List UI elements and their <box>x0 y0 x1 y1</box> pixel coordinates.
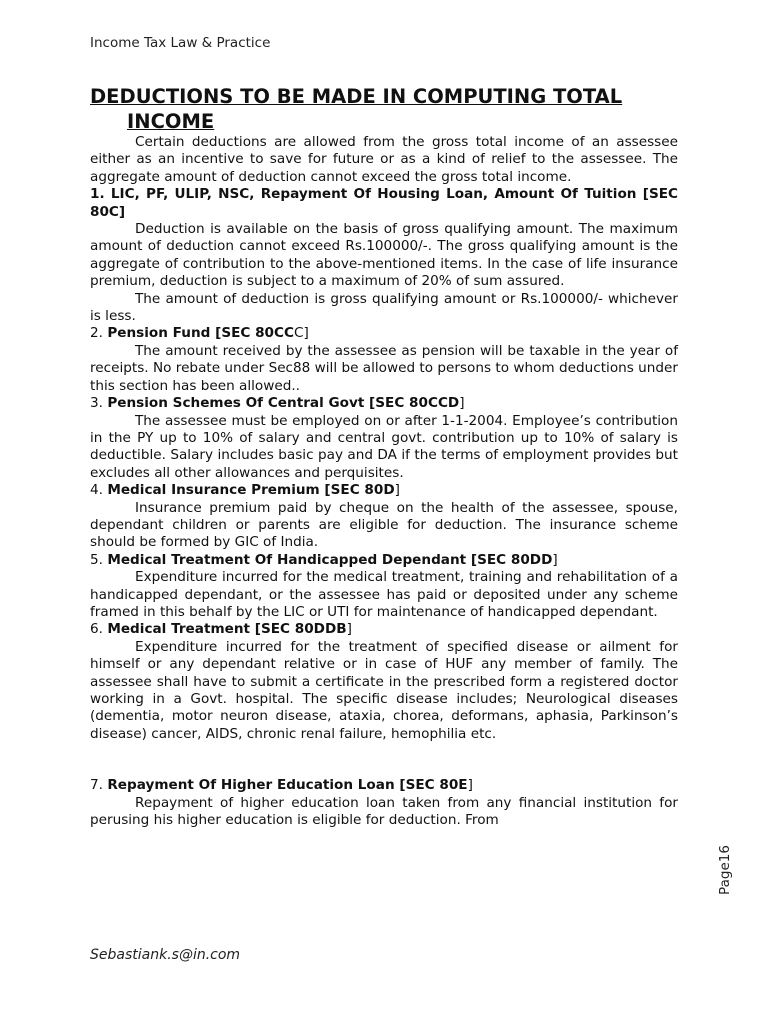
intro-paragraph: Certain deductions are allowed from the gross total income of an assessee either as an incentive to save for future or as a kind of relief to the assessee. The aggregate amount of deduction cannot exceed the gross total income. <box>90 134 678 185</box>
section-title: Pension Schemes Of Central Govt [SEC 80CCD <box>107 395 460 412</box>
document-title-line-2: INCOME <box>127 110 215 133</box>
page-number <box>714 840 736 900</box>
section-title: Repayment Of Higher Education Loan [SEC 80E <box>107 777 468 794</box>
document-body <box>90 84 678 829</box>
section-heading <box>90 325 678 342</box>
section-title: Pension Fund [SEC 80CC <box>107 325 294 342</box>
document-title-line-1: DEDUCTIONS TO BE MADE IN COMPUTING TOTAL <box>90 85 623 108</box>
section-title-tail: ] <box>346 621 352 638</box>
document-title <box>90 84 678 134</box>
section-number: 3. <box>90 395 103 412</box>
section-heading <box>90 395 678 412</box>
section-number: 7. <box>90 777 103 794</box>
section-heading <box>90 552 678 569</box>
section-title-tail: ] <box>459 395 465 412</box>
section-title: Medical Insurance Premium [SEC 80D <box>107 482 395 499</box>
running-header: Income Tax Law & Practice <box>90 35 271 51</box>
section-number: 4. <box>90 482 103 499</box>
section-number: 2. <box>90 325 103 342</box>
section-title-tail: C] <box>293 325 309 342</box>
section-paragraph: Deduction is available on the basis of gross qualifying amount. The maximum amount of deduction cannot exceed Rs.100000/-. The gross qualifying amount is the aggregate of contribution to the above-mentioned items. In the case of life insurance premium, deduction is subject to a maximum of 20% of sum assured. <box>90 221 678 290</box>
section-paragraph: The assessee must be employed on or after 1-1-2004. Employee’s contribution in the PY up to 10% of salary and central govt. contribution up to 10% of salary is deductible. Salary includes basic pay and DA if the terms of employment provides but excludes all other allowances and perquisites. <box>90 412 678 481</box>
section-paragraph: The amount received by the assessee as pension will be taxable in the year of receipts. No rebate under Sec88 will be allowed to persons to whom deductions under this section has been allowed.. <box>90 342 678 394</box>
section-heading <box>90 482 678 499</box>
section-heading <box>90 777 678 794</box>
footer-email: Sebastiank.s@in.com <box>90 947 241 963</box>
section-title: Medical Treatment [SEC 80DDB <box>107 621 347 638</box>
section-title-tail: ] <box>467 777 473 794</box>
section-title-tail: ] <box>394 482 400 499</box>
section-heading <box>90 621 678 638</box>
section-paragraph: Insurance premium paid by cheque on the health of the assessee, spouse, dependant children or parents are eligible for deduction. The insurance scheme should be formed by GIC of India. <box>90 499 678 551</box>
section-title: LIC, PF, ULIP, NSC, Repayment Of Housing Loan, Amount Of Tuition [SEC 80C] <box>90 186 678 220</box>
section-number: 5. <box>90 551 103 568</box>
section-number: 1. <box>90 186 105 203</box>
section-title: Medical Treatment Of Handicapped Dependant [SEC 80DD <box>107 551 553 568</box>
section-number: 6. <box>90 621 103 638</box>
section-paragraph: Expenditure incurred for the treatment of specified disease or ailment for himself or any dependant relative or in case of HUF any member of family. The assessee shall have to submit a certificate in the prescribed form a registered doctor working in a Govt. hospital. The specific disease includes; Neurological diseases (dementia, motor neuron disease, ataxia, chorea, deformans, aphasia, Parkinson’s disease) cancer, AIDS, chronic renal failure, hemophilia etc. <box>90 638 678 742</box>
section-title-tail: ] <box>552 551 558 568</box>
page-number-label: Page16 <box>717 845 733 895</box>
section-paragraph: Expenditure incurred for the medical treatment, training and rehabilitation of a handicapped dependant, or the assessee has paid or deposited under any scheme framed in this behalf by the LIC or UTI for maintenance of handicapped dependant. <box>90 569 678 620</box>
spacer <box>90 743 678 777</box>
section-heading <box>90 186 678 221</box>
section-paragraph: The amount of deduction is gross qualifying amount or Rs.100000/- whichever is less. <box>90 290 678 325</box>
section-paragraph: Repayment of higher education loan taken from any financial institution for perusing his higher education is eligible for deduction. From <box>90 794 678 829</box>
